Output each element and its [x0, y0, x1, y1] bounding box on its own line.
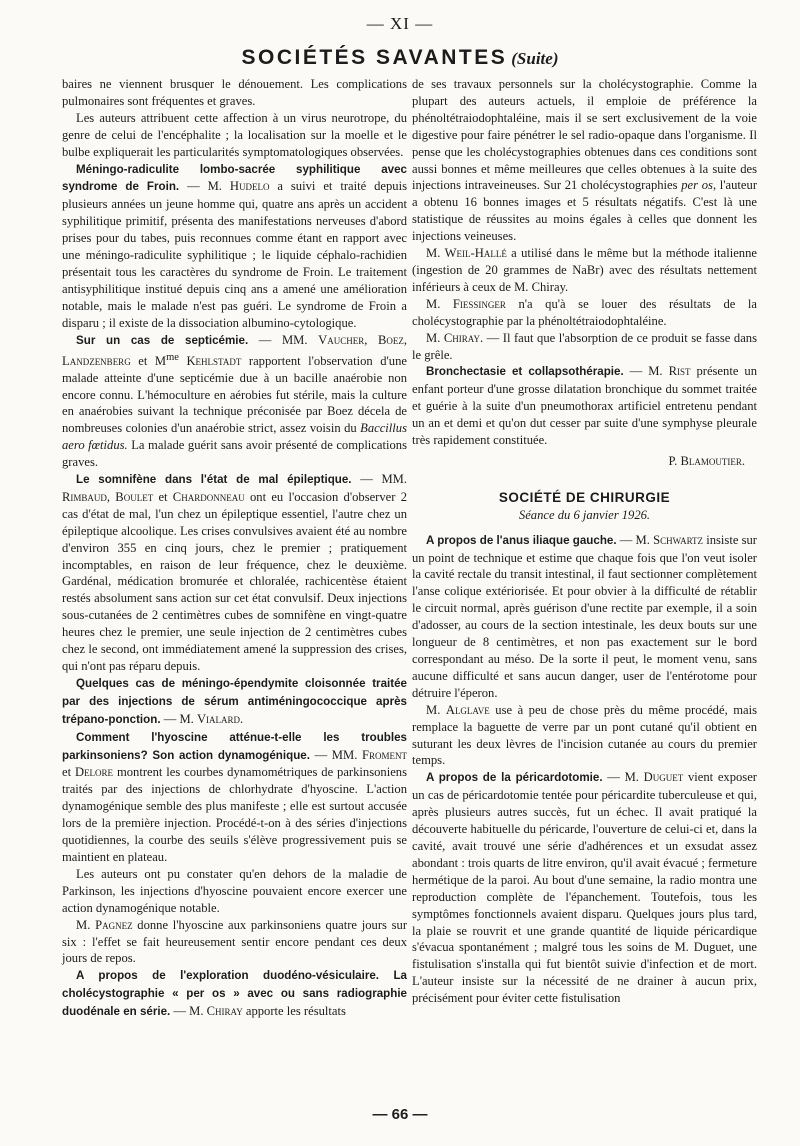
paragraph: baires ne viennent brusquer le dénouement. Les complications pulmonaires sont fréquentes et graves. — [62, 77, 407, 108]
text-run: de ses travaux personnels sur la cholécystographie. Comme la plupart des auteurs actuels, il emploie de préférence la phénoltétraiodophtaléine, mais il se sert exclusivement de la voie digestive pour faire pénétrer le sel radio-opaque dans l'organisme. Il pense que les cholécystographies obtenues dans ces conditions sont aussi bonnes et même meilleures que celles obtenues à la suite des injections intraveineuses. Sur 21 cholécystographies — [412, 77, 757, 193]
article-text: La malade guérit sans avoir présenté de complications graves. — [62, 438, 407, 470]
article-hyoscine: Comment l'hyoscine atténue-t-elle les troubles parkinsoniens? Son action dynamogénique. — MM. Froment et Delore montrent les courbes dynamométriques de parkinsoniens traités par des injections de chlorhydrate d'hyoscine. L'action dynamogénique semble des plus manifeste ; elle est surtout accusée lors de la première injection. Procédé-t-on à des séries d'injections quotidiennes, la courbe des seuils s'élève progressivement puis se maintient en plateau. — [62, 730, 407, 864]
article-exploration-duodeno: A propos de l'exploration duodéno-vésiculaire. La cholécystographie « per os » avec ou sans radiographie duodénale en série. — M. Chiray apporte les résultats — [62, 969, 407, 1019]
page-heading — [0, 46, 800, 70]
article-text: présente un enfant porteur d'une grosse dilatation bronchique du sommet traitée et guérie à la suite d'un pneumothorax artificiel entretenu pendant un an et demi et qu'on dut cesser par suite d'une symphyse pleurale très rapidement constituée. — [412, 364, 757, 448]
section-title: SOCIÉTÉ DE CHIRURGIE — [498, 489, 671, 505]
article-pericardotomie: A propos de la péricardotomie. — M. Duguet vient exposer un cas de péricardotomie tentée pour péricardite tuberculeuse et qui, après plusieurs autres succès, fut un échec. Il avait pratiqué la découverte habituelle du péricarde, l'ouverture de celui-ci et, dans la cavité, avait trouvé une série d'adhérences et un exsudat assez abondant : trois quarts de litre environ, qu'il avait évacué ; fermeture hermétique de la paroi. Au bout d'une semaine, la radio montra une reproduction complète de l'épanchement. Toutefois, tous les symptômes fonctionnels avaient disparu. Quelques jours plus tard, la plaie se rouvrit et une grande quantité de liquide péricardique s'évacua spontanément ; malgré tous les soins de M. Duguet, une fistulisation s'installa qui fut bientôt suivie d'infection et de mort. L'auteur insiste sur la nécessité de ne drainer à aucun prix, précisément pour éviter cette fistulisation — [412, 770, 757, 1006]
author: Hudelo — [229, 179, 270, 194]
author: Duguet — [643, 770, 684, 785]
right-column — [412, 76, 757, 1007]
author: Rist — [668, 364, 691, 379]
authors: Froment — [361, 747, 407, 762]
paragraph-pagnez: M. Pagnez donne l'hyoscine aux parkinsoniens quatre jours sur six : l'effet se fait heureusement sentir encore pendant ces deux jours de repos. — [62, 917, 408, 966]
heading-title: SOCIÉTÉS SAVANTES — [241, 46, 508, 69]
author: Chardonneau — [172, 489, 245, 504]
text-run: , l'auteur a obtenu 16 bonnes images et 5 résultats négatifs. C'est là une statistique de réussites au moins égales à celles que donnent les injections veineuses. — [412, 178, 758, 244]
author: Schwartz — [653, 532, 704, 547]
page-number: — 66 — — [372, 1106, 428, 1123]
article-title: Bronchectasie et collapsothérapie. — [426, 365, 624, 379]
species-name: Baccillus aero fœtidus. — [62, 421, 407, 453]
author: Kehlstadt — [186, 353, 242, 368]
article-text: use à peu de chose près du même procédé, mais remplace la baguette de verre par un pont cutané qu'il obtient en suturant les deux lèvres de l'incision cutanée au cours du premier temps. — [412, 702, 757, 768]
article-text: insiste sur un point de technique et estime que chaque fois que l'on veut isoler la cavité rectale du transit intestinal, il faut sectionner complètement l'anse colique extériorisée. Et pour obvier à la difficulté de rétablir le circuit normal, après guérison d'une rectite par exemple, il a soin d'adosser, au cours de la section intestinale, les deux bouts sur une longueur de 8 centimètres, et non pas exactement sur le bord correspondant au méso. De la sorte il peut, le moment venu, sans aucune difficulté et sans aucun danger, user de l'entérotome pour détruire l'éperon. — [412, 532, 757, 700]
article-title: Quelques cas de méningo-épendymite cloisonnée traitée par des injections de sérum antiméningococcique après trépano-ponction. — [62, 676, 407, 726]
article-text: montrent les courbes dynamométriques de parkinsoniens traités par des injections de chlorhydrate d'hyoscine. L'action dynamogénique semble des plus manifeste ; elle est surtout accusée lors de la première injection. Procédé-t-on à des séries d'injections quotidiennes, la courbe des seuils s'élève progressivement puis se maintient en plateau. — [62, 765, 407, 864]
author: Chiray. — [443, 330, 484, 345]
signature: P. Blamoutier. — [668, 453, 745, 468]
article-text: n'a qu'à se louer des résultats de la cholécystographie par la phénoltétraiodophtaléine. — [412, 296, 757, 328]
article-text: — Il faut que l'absorption de ce produit se fasse dans le grêle. — [412, 330, 758, 362]
article-text: rapportent l'observation d'une malade atteinte d'une septicémie due à un bacille anaérobie non encore connu. L'hémoculture en aérobies fut stérile, mais la culture en anaérobies suivant la technique préconisée par Boez décela de nombreuses colonies d'un anaérobie strict, assez voisin du — [62, 353, 407, 436]
authors: Rimbaud, Boulet — [62, 489, 154, 504]
author: Fiessinger — [452, 296, 506, 311]
section-subtitle: Séance du 6 janvier 1926. — [518, 507, 651, 522]
page-number-roman: — XI — — [366, 14, 434, 33]
author: Chiray — [206, 1004, 243, 1019]
heading-suite: (Suite) — [511, 49, 559, 68]
author: Weil-Hallé — [444, 246, 507, 261]
paragraph-weil-halle: M. Weil-Hallé a utilisé dans le même but la méthode italienne (ingestion de 20 grammes de NaBr) avec des résultats nettement inférieurs à ceux de M. Chiray. — [412, 246, 757, 294]
paragraph-chiray: M. Chiray. — Il faut que l'absorption de ce produit se fasse dans le grêle. — [412, 330, 758, 362]
article-title: Méningo-radiculite lombo-sacrée syphilitique avec syndrome de Froin. — [62, 162, 407, 194]
left-column — [62, 76, 407, 1021]
article-title: Comment l'hyoscine atténue-t-elle les troubles parkinsoniens? Son action dynamogénique. — [62, 730, 407, 762]
article-title: A propos de l'anus iliaque gauche. — [426, 533, 617, 547]
author: Delore — [74, 765, 114, 780]
article-text: vient exposer un cas de péricardotomie tentée pour péricardite tuberculeuse et qui, après plusieurs autres succès, fut un échec. Il avait pratiqué la découverte habituelle du péricarde, l'ouverture de celui-ci et, dans la cavité, avait trouvé une série d'adhérences et un exsudat assez abondant : trois quarts de litre environ, qu'il avait évacué ; fermeture hermétique de la paroi. Au bout d'une semaine, la radio montra une reproduction complète de l'épanchement. Toutefois, tous les symptômes fonctionnels avaient disparu. Quelques jours plus tard, la plaie se rouvrit et une grande quantité de liquide péricardique s'évacua spontanément ; malgré tous les soins de M. Duguet, une fistulisation s'installa qui fut bientôt suivie d'infection et de mort. L'auteur insiste sur la nécessité de ne drainer à aucun prix, précisément pour éviter cette fistulisation — [412, 770, 757, 1006]
article-title: Sur un cas de septicémie. — [76, 333, 249, 347]
author: Alglave — [445, 702, 490, 717]
paragraph-fiessinger: M. Fiessinger n'a qu'à se louer des résultats de la cholécystographie par la phénoltétraiodophtaléine. — [412, 296, 757, 328]
article-title: A propos de l'exploration duodéno-vésiculaire. La cholécystographie « per os » avec ou sans radiographie duodénale en série. — [62, 969, 407, 1019]
paragraph: Les auteurs ont pu constater qu'en dehors de la maladie de Parkinson, les injections d'hyoscine pouvaient encore exercer une action dynamogénique notable. — [62, 866, 407, 915]
paragraph — [412, 76, 757, 245]
article-text: a utilisé dans le même but la méthode italienne (ingestion de 20 grammes de NaBr) avec des résultats nettement inférieurs à ceux de M. Chiray. — [412, 246, 757, 294]
article-meningo-ependymite: Quelques cas de méningo-épendymite cloisonnée traitée par des injections de sérum antiméningococcique après trépano-ponction. — M. Vialard. — [62, 676, 407, 726]
authors: Vaucher, Boez, Landzenberg — [62, 332, 407, 368]
article-text: ont eu l'occasion d'observer 2 cas d'état de mal, l'un chez un épileptique essentiel, l'autre chez un épileptique alcoolique. Les crises convulsives avaient été au nombre d'environ 355 en cinq jours, chez le premier ; pratiquement incomptables, en raison de leur fréquence, chez le deuxième. Gardénal, médication bromurée et chloralée, rachicentèse étaient restés absolument sans action sur cet état convulsif. Deux injections sous-cutanées de 2 centimètres cubes de somnifène en vingt-quatre heures chez le premier, une seule injection de 2 centimètres cubes chez le second, ont immédiatement amené la suppression des crises, qui n'ont pas réparu depuis. — [62, 489, 408, 673]
article-bronchectasie: Bronchectasie et collapsothérapie. — M. Rist présente un enfant porteur d'une grosse dilatation bronchique du sommet traitée et guérie à la suite d'un pneumothorax artificiel entretenu pendant un an et demi et qu'on dut cesser par suite d'une symphyse pleurale très rapidement constituée. — [412, 364, 757, 448]
article-septicemie: Sur un cas de septicémie. — MM. Vaucher, Boez, Landzenberg et $M^{me}$ Kehlstadt rapportent l'observation d'une malade atteinte d'une septicémie due à un bacille anaérobie non encore connu. L'hémoculture en aérobies fut stérile, mais la culture en anaérobies suivant la technique préconisée par Boez décela de nombreuses colonies d'un anaérobie strict, assez voisin du Baccillus aero fœtidus. La malade guérit sans avoir présenté de complications graves. — [62, 332, 407, 470]
article-title: A propos de la péricardotomie. — [426, 771, 603, 785]
article-title: Le somnifène dans l'état de mal épileptique. — [76, 473, 352, 487]
article-somnifene: Le somnifène dans l'état de mal épileptique. — MM. Rimbaud, Boulet et Chardonneau ont eu l'occasion d'observer 2 cas d'état de mal, l'un chez un épileptique essentiel, l'autre chez un épileptique alcoolique. Les crises convulsives avaient été au nombre d'environ 355 en cinq jours, chez le premier ; pratiquement incomptables, en raison de leur fréquence, chez le deuxième. Gardénal, médication bromurée et chloralée, rachicentèse étaient restés absolument sans action sur cet état convulsif. Deux injections sous-cutanées de 2 centimètres cubes de somnifène en vingt-quatre heures chez le premier, une seule injection de 2 centimètres cubes chez le second, ont immédiatement amené la suppression des crises, qui n'ont pas réparu depuis. — [62, 472, 408, 673]
italic-text: per os — [681, 178, 713, 193]
paragraph-alglave: M. Alglave use à peu de chose près du même procédé, mais remplace la baguette de verre par un pont cutané qu'il obtient en suturant les deux lèvres de l'incision cutanée au cours du premier temps. — [412, 702, 757, 768]
article-meningo-radiculite: Méningo-radiculite lombo-sacrée syphilitique avec syndrome de Froin. — M. Hudelo a suivi et traité depuis plusieurs années un jeune homme qui, quatre ans après un accident syphilitique primitif, présenta des manifestations nerveuses d'abord prises pour du tabes, puis reconnues comme étant en rapport avec une méningo-radiculite syphilitique ; le liquide céphalo-rachidien présentait tous les caractères du syndrome de Froin. Le traitement antisyphilitique institué depuis cinq ans a amené une amélioration notable, mais le malade n'est pas guéri. Le syndrome de Froin a disparu ; il existe de la dissociation albumino-cytologique. — [62, 162, 408, 330]
article-text: a suivi et traité depuis plusieurs années un jeune homme qui, quatre ans après un accident syphilitique primitif, présenta des manifestations nerveuses d'abord prises pour du tabes, puis reconnues comme étant en rapport avec une méningo-radiculite syphilitique ; le liquide céphalo-rachidien présentait tous les caractères du syndrome de Froin. Le traitement antisyphilitique institué depuis cinq ans a amené une amélioration notable, mais le malade n'est pas guéri. Le syndrome de Froin a disparu ; il existe de la dissociation albumino-cytologique. — [62, 179, 408, 330]
article-anus-iliaque: A propos de l'anus iliaque gauche. — M. Schwartz insiste sur un point de technique et estime que chaque fois que l'on veut isoler la cavité rectale du transit intestinal, il faut sectionner complètement l'anse colique extériorisée. Et pour obvier à la difficulté de rétablir le circuit normal, après guérison d'une rectite par exemple, il a soin d'adosser, au cours de la section intestinale, les deux bouts sur une longueur de 8 centimètres, et non pas exactement sur le bord correspondant au méso. De la sorte il peut, le moment venu, sans aucune difficulté et sans aucun danger, user de l'entérotome pour détruire l'éperon. — [412, 532, 757, 700]
article-text: apporte les résultats — [245, 1004, 346, 1019]
article-text: donne l'hyoscine aux parkinsoniens quatre jours sur six : l'effet se fait heureusement sentir encore pendant ces deux jours de repos. — [62, 917, 408, 966]
author: Vialard. — [196, 711, 244, 726]
paragraph: Les auteurs attribuent cette affection à un virus neurotrope, du genre de celui de l'encéphalite ; la localisation sur la moelle et le bulbe expliquerait les particularités symptomatologiques observées. — [62, 110, 407, 159]
author: Pagnez — [95, 917, 133, 932]
